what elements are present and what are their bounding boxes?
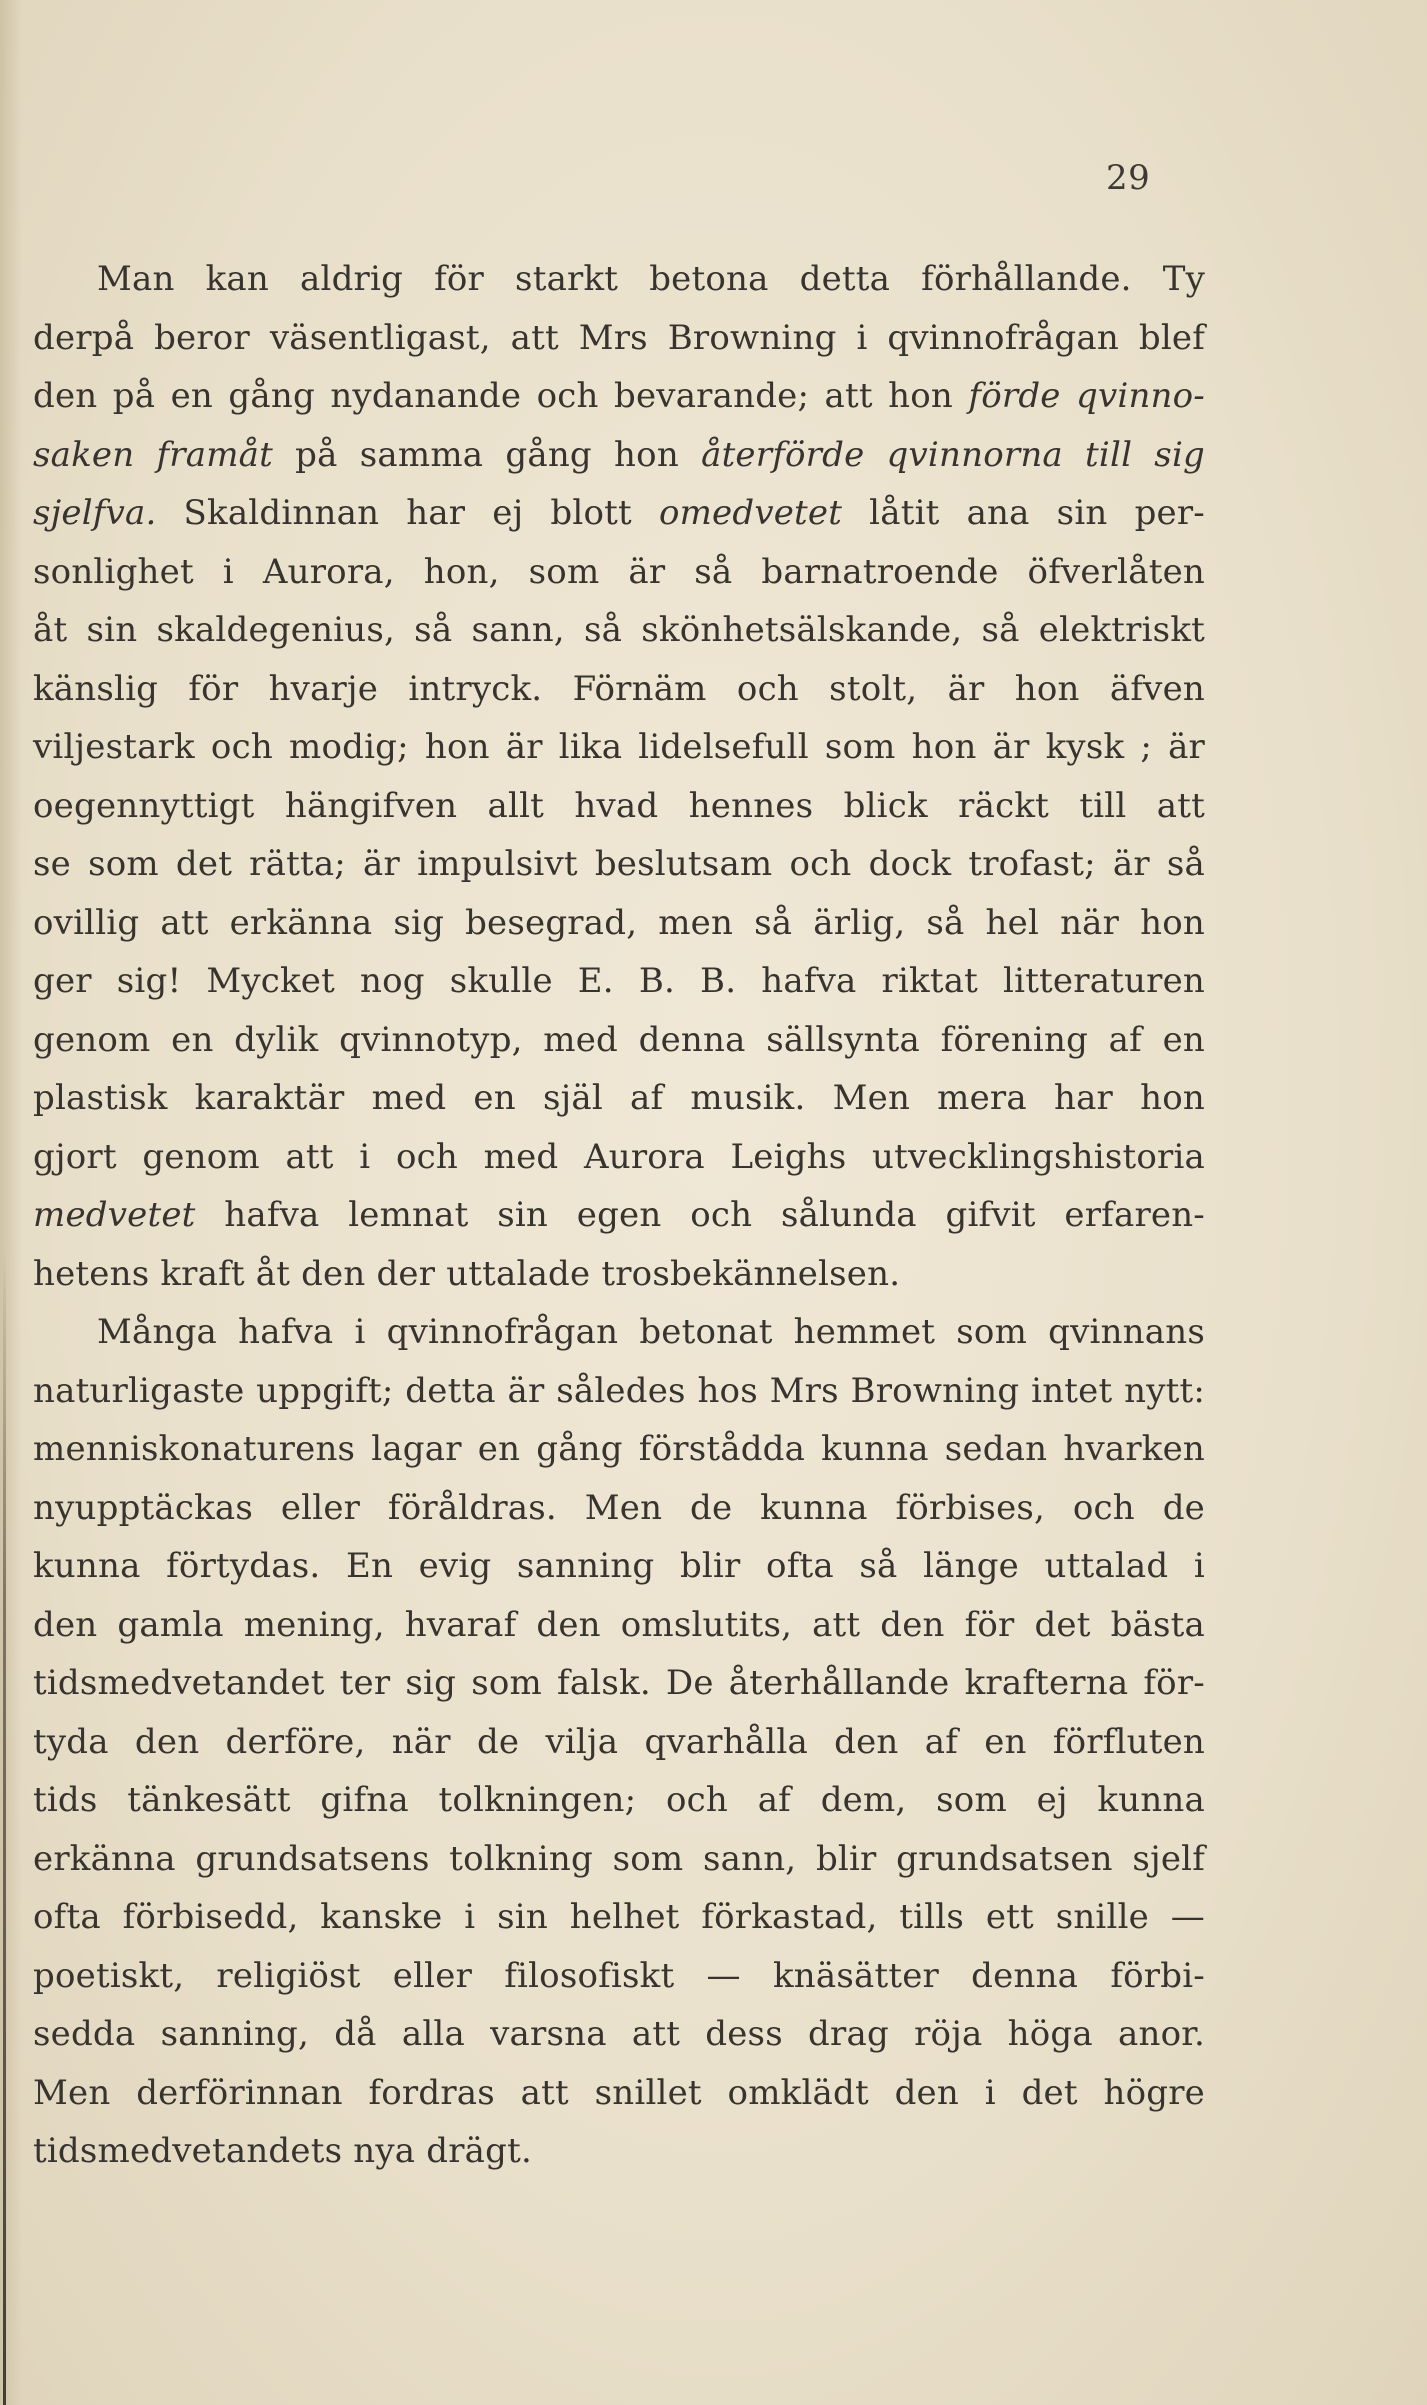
text-segment: oegennyttigt hängifven allt hvad hennes blick räckt till att: [33, 785, 1205, 826]
text-line: [33, 1186, 1205, 1245]
text-line: [33, 1713, 1205, 1772]
text-segment: menniskonaturens lagar en gång förstådda kunna sedan hvarken: [33, 1429, 1205, 1469]
text-line: [33, 1537, 1205, 1596]
text-segment: gjort genom att i och med Aurora Leighs utvecklingshistoria: [33, 1136, 1205, 1177]
text-segment: genom en dylik qvinnotyp, med denna sällsynta förening af en: [33, 1019, 1205, 1060]
text-line: [33, 426, 1205, 485]
italic-text: medvetet: [33, 1195, 196, 1235]
italic-text: återförde qvinnorna till sig: [701, 434, 1205, 475]
text-line: [33, 1245, 1205, 1304]
text-line: [33, 1771, 1205, 1830]
text-line: [33, 952, 1205, 1011]
text-segment: den gamla mening, hvaraf den omslutits, att den för det bästa: [33, 1604, 1205, 1645]
text-line: [33, 777, 1205, 836]
text-segment: viljestark och modig; hon är lika lidelsefull som hon är kysk ; är: [33, 727, 1205, 767]
body-text: [33, 250, 1205, 2181]
text-line: [33, 1069, 1205, 1128]
text-line: [33, 601, 1205, 660]
text-line: [33, 1479, 1205, 1538]
text-segment: tidsmedvetandets nya drägt.: [33, 2131, 532, 2171]
text-line: [33, 1303, 1205, 1362]
text-segment: erkänna grundsatsens tolkning som sann, blir grundsatsen sjelf: [33, 1838, 1205, 1879]
text-segment: kunna förtydas. En evig sanning blir ofta så länge uttalad i: [33, 1546, 1205, 1586]
text-line: [33, 1128, 1205, 1187]
text-line: [33, 367, 1205, 426]
paragraph: [33, 250, 1205, 1303]
text-line: [33, 1947, 1205, 2006]
text-line: [33, 1362, 1205, 1421]
text-line: [33, 1011, 1205, 1070]
text-segment: åt sin skaldegenius, så sann, så skönhetsälskande, så elektriskt: [33, 610, 1205, 650]
text-line: [33, 1888, 1205, 1947]
text-line: [33, 309, 1205, 368]
text-line: [33, 1596, 1205, 1655]
text-segment: på samma gång hon: [273, 434, 702, 475]
text-segment: tidsmedvetandet ter sig som falsk. De återhållande krafterna för-: [33, 1663, 1205, 1703]
text-segment: se som det rätta; är impulsivt beslutsam och dock trofast; är så: [33, 844, 1205, 884]
text-segment: derpå beror väsentligast, att Mrs Browning i qvinnofrågan blef: [33, 317, 1205, 358]
text-segment: Skaldinnan har ej blott: [156, 493, 659, 533]
text-line: [33, 484, 1205, 543]
text-segment: ovillig att erkänna sig besegrad, men så ärlig, så hel när hon: [33, 902, 1205, 943]
text-segment: Men derförinnan fordras att snillet omklädt den i det högre: [33, 2072, 1205, 2113]
text-line: [33, 1654, 1205, 1713]
text-line: [33, 718, 1205, 777]
text-segment: Många hafva i qvinnofrågan betonat hemmet som qvinnans: [97, 1312, 1205, 1352]
paragraph: [33, 1303, 1205, 2181]
italic-text: förde qvinno-: [968, 376, 1205, 416]
text-line: [33, 2005, 1205, 2064]
text-segment: nyupptäckas eller föråldras. Men de kunna förbises, och de: [33, 1487, 1205, 1528]
text-segment: sonlighet i Aurora, hon, som är så barnatroende öfverlåten: [33, 551, 1205, 592]
text-segment: tids tänkesätt gifna tolkningen; och af dem, som ej kunna: [33, 1780, 1205, 1820]
text-segment: naturligaste uppgift; detta är således hos Mrs Browning intet nytt:: [33, 1370, 1205, 1411]
text-segment: poetiskt, religiöst eller filosofiskt — knäsätter denna förbi-: [33, 1955, 1205, 1996]
text-line: [33, 894, 1205, 953]
text-line: [33, 543, 1205, 602]
italic-text: sjelfva.: [33, 493, 157, 533]
text-line: [33, 835, 1205, 894]
italic-text: omedvetet: [658, 493, 843, 533]
page-number: 29: [1106, 158, 1151, 198]
text-segment: ofta förbisedd, kanske i sin helhet förkastad, tills ett snille —: [33, 1897, 1205, 1937]
text-segment: Man kan aldrig för starkt betona detta förhållande. Ty: [97, 259, 1205, 299]
text-segment: den på en gång nydanande och bevarande; att hon: [33, 376, 969, 416]
text-line: [33, 2122, 1205, 2181]
text-segment: tyda den derföre, när de vilja qvarhålla den af en förfluten: [33, 1721, 1205, 1762]
text-line: [33, 250, 1205, 309]
text-segment: plastisk karaktär med en själ af musik. Men mera har hon: [33, 1078, 1205, 1118]
text-segment: låtit ana sin per-: [842, 493, 1205, 533]
text-line: [33, 1830, 1205, 1889]
text-segment: hafva lemnat sin egen och sålunda gifvit erfaren-: [195, 1195, 1205, 1235]
text-segment: ger sig! Mycket nog skulle E. B. B. hafva riktat litteraturen: [33, 961, 1205, 1001]
text-line: [33, 660, 1205, 719]
text-segment: känslig för hvarje intryck. Förnäm och stolt, är hon äfven: [33, 668, 1205, 709]
text-segment: sedda sanning, då alla varsna att dess drag röja höga anor.: [33, 2014, 1205, 2054]
text-line: [33, 2064, 1205, 2123]
text-segment: hetens kraft åt den der uttalade trosbekännelsen.: [33, 1253, 901, 1294]
italic-text: saken framåt: [33, 434, 273, 475]
text-line: [33, 1420, 1205, 1479]
